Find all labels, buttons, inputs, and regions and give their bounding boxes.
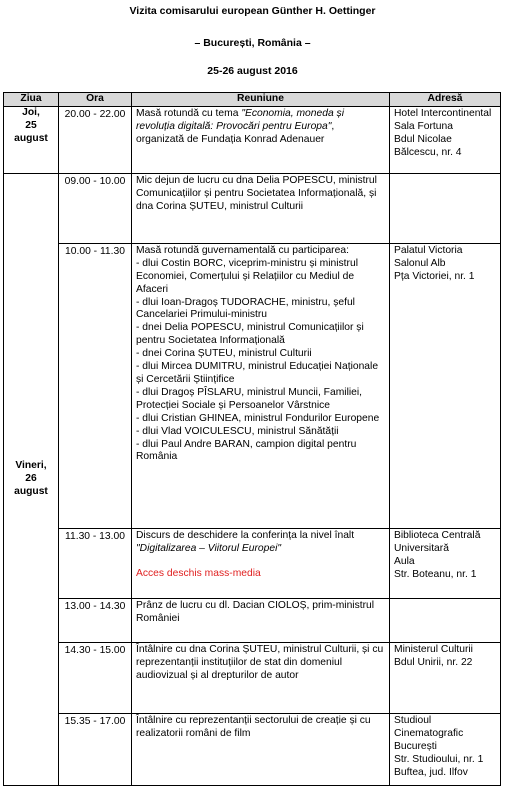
meeting-cell: [132, 106, 390, 173]
time-cell: 11.30 - 13.00: [59, 528, 132, 598]
meeting-topic: "Economia, moneda și revoluția digitală: Provocări pentru Europa": [136, 107, 344, 132]
table-row: [4, 173, 501, 243]
day-month: august: [14, 132, 48, 144]
address-line: Hotel Intercontinental: [394, 107, 492, 119]
time-cell: 13.00 - 14.30: [59, 598, 132, 642]
address-line: Bdul Nicolae Bălcescu, nr. 4: [394, 133, 462, 158]
column-header-day: Ziua: [4, 93, 59, 107]
meeting-cell: Mic dejun de lucru cu dna Delia POPESCU, ministrul Comunicațiilor și pentru Societatea Informațională, și dna Corina ȘUTEU, ministrul Culturii: [132, 173, 390, 243]
address-line: Sala Fortuna: [394, 120, 453, 132]
time-cell: 20.00 - 22.00: [59, 106, 132, 173]
press-access-note: Acces deschis mass-media: [136, 567, 261, 579]
participant-item: - dnei Corina ȘUTEU, ministrul Culturii: [136, 348, 312, 360]
document-title: Vizita comisarului european Günther H. Oettinger: [129, 5, 376, 17]
time-cell: 14.30 - 15.00: [59, 642, 132, 713]
day-number: 25: [25, 119, 37, 131]
address-line: Str. Boteanu, nr. 1: [394, 568, 477, 580]
meeting-cell: Întâlnire cu reprezentanții sectorului de creație și cu realizatorii români de film: [132, 713, 390, 785]
participant-item: - dnei Delia POPESCU, ministrul Comunicațiilor și pentru Societatea Informațională: [136, 322, 364, 347]
address-line: Bdul Unirii, nr. 22: [394, 656, 473, 668]
schedule-table: [3, 92, 501, 786]
meeting-text: Masă rotundă cu tema: [136, 107, 242, 119]
day-number: 26: [25, 472, 37, 484]
time-cell: 10.00 - 11.30: [59, 243, 132, 528]
column-header-meeting: Reuniune: [132, 93, 390, 107]
day-name: Joi,: [22, 106, 40, 118]
day-cell-friday: [4, 173, 59, 785]
table-row: [4, 243, 501, 528]
column-header-time: Ora: [59, 93, 132, 107]
address-line: Biblioteca Centrală Universitară: [394, 529, 481, 554]
table-row: [4, 713, 501, 785]
address-line: Pța Victoriei, nr. 1: [394, 270, 475, 282]
document-dates: 25-26 august 2016: [207, 65, 298, 77]
participant-item: - dlui Costin BORC, viceprim-ministru și ministrul Economiei, Comerțului și Relațiilor cu Mediul de Afaceri: [136, 257, 358, 295]
address-line: Palatul Victoria: [394, 244, 463, 256]
participant-item: - dlui Ioan-Dragoș TUDORACHE, ministru, șeful Cancelariei Primului-ministru: [136, 296, 355, 321]
address-line: Ministerul Culturii: [394, 643, 473, 655]
table-header-row: [4, 93, 501, 107]
address-cell: [390, 642, 501, 713]
meeting-text: Discurs de deschidere la conferința la nivel înalt: [136, 529, 355, 541]
time-cell: 15.35 - 17.00: [59, 713, 132, 785]
participant-item: - dlui Mircea DUMITRU, ministrul Educației Naționale și Cercetării Științifice: [136, 361, 379, 385]
conference-title: "Digitalizarea – Viitorul Europei": [136, 542, 282, 554]
address-cell: [390, 528, 501, 598]
address-line: Studioul Cinematografic București: [394, 714, 464, 752]
participant-item: - dlui Vlad VOICULESCU, ministrul Sănătății: [136, 425, 339, 437]
address-line: Buftea, jud. Ilfov: [394, 766, 468, 778]
meeting-intro: Masă rotundă guvernamentală cu participarea:: [136, 244, 349, 256]
day-cell-thursday: [4, 106, 59, 173]
day-name: Vineri,: [15, 460, 47, 472]
address-cell: [390, 713, 501, 785]
address-line: Str. Studioului, nr. 1: [394, 753, 484, 765]
column-header-address: Adresă: [390, 93, 501, 107]
address-line: Aula: [394, 555, 415, 567]
address-line: Salonul Alb: [394, 257, 446, 269]
meeting-organizer: , organizată de Fundația Konrad Adenauer: [136, 120, 335, 145]
meeting-cell: [132, 243, 390, 528]
table-row: [4, 598, 501, 642]
meeting-cell: [132, 528, 390, 598]
day-month: august: [14, 485, 48, 497]
address-cell: [390, 243, 501, 528]
time-cell: 09.00 - 10.00: [59, 173, 132, 243]
meeting-cell: Întâlnire cu dna Corina ȘUTEU, ministrul Culturii, și cu reprezentanții instituțiilor de stat din domeniul audiovizual și al drepturilor de autor: [132, 642, 390, 713]
participant-item: - dlui Paul Andre BARAN, campion digital pentru România: [136, 438, 357, 463]
participant-item: - dlui Cristian GHINEA, ministrul Fondurilor Europene: [136, 412, 380, 424]
address-cell: [390, 598, 501, 642]
address-cell: [390, 106, 501, 173]
participant-item: - dlui Dragoș PÎSLARU, ministrul Muncii, Familiei, Protecției Sociale și Persoanelor Vârstnice: [136, 386, 363, 411]
table-row: [4, 642, 501, 713]
meeting-cell: Prânz de lucru cu dl. Dacian CIOLOȘ, prim-ministrul României: [132, 598, 390, 642]
table-row: [4, 528, 501, 598]
document-location: – București, România –: [194, 37, 311, 49]
table-row: [4, 106, 501, 173]
address-cell: [390, 173, 501, 243]
